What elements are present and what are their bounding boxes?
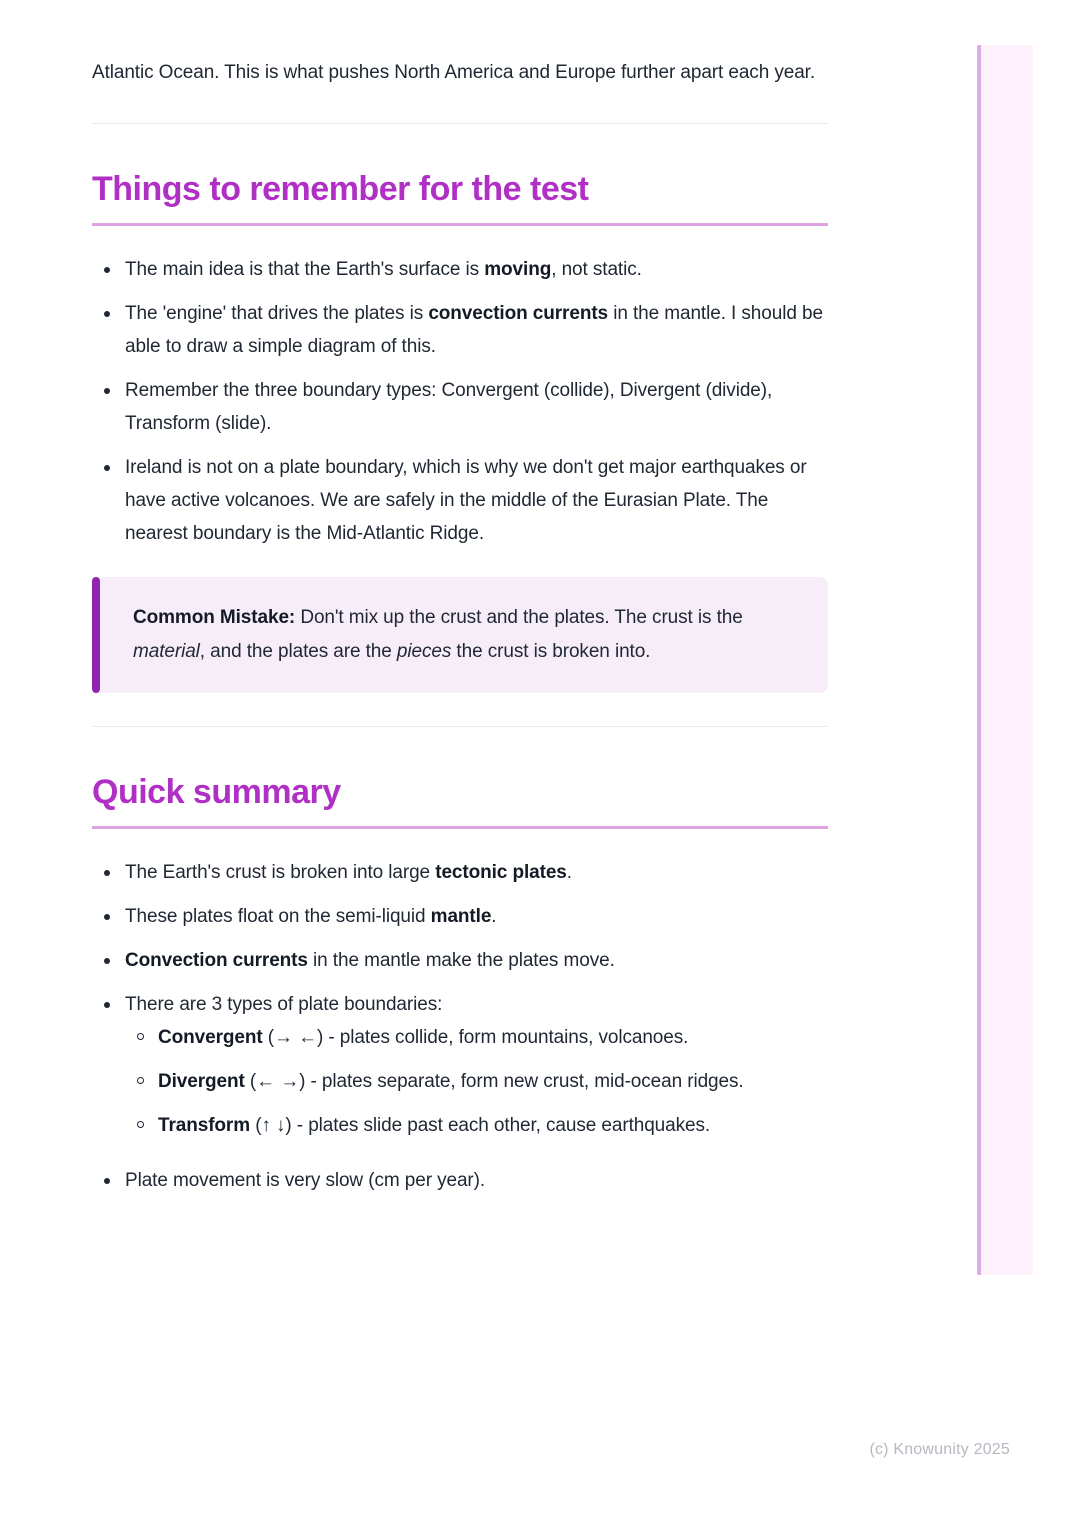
footer-copyright: (c) Knowunity 2025 bbox=[869, 1441, 1010, 1458]
list-item bbox=[92, 988, 828, 1153]
list-item-text: The Earth's crust is broken into large tectonic plates. bbox=[125, 862, 572, 883]
section-divider bbox=[92, 123, 828, 124]
bullet-dot-icon bbox=[104, 914, 110, 920]
callout-text: Common Mistake: Don't mix up the crust and the plates. The crust is the material, and the plates are the pieces the crust is broken into. bbox=[133, 607, 743, 662]
bullet-dot-icon bbox=[104, 388, 110, 394]
bullet-dot-icon bbox=[104, 465, 110, 471]
list-item-text: There are 3 types of plate boundaries: bbox=[125, 994, 443, 1015]
list-item-text: The 'engine' that drives the plates is convection currents in the mantle. I should be able to draw a simple diagram of this. bbox=[125, 303, 823, 357]
callout-accent-bar bbox=[92, 577, 100, 693]
summary-list bbox=[92, 856, 828, 1197]
remember-list bbox=[92, 253, 828, 550]
bullet-dot-icon bbox=[104, 958, 110, 964]
sub-list-item-text: Transform (↑ ↓) - plates slide past each other, cause earthquakes. bbox=[158, 1115, 711, 1136]
list-item bbox=[92, 944, 828, 977]
list-item bbox=[92, 374, 828, 440]
bullet-dot-icon bbox=[104, 267, 110, 273]
circle-bullet-icon bbox=[137, 1121, 144, 1128]
section-divider bbox=[92, 726, 828, 727]
bullet-dot-icon bbox=[104, 1178, 110, 1184]
sub-list-item-text: Divergent (← →) - plates separate, form new crust, mid-ocean ridges. bbox=[158, 1071, 744, 1092]
sub-list-item bbox=[125, 1109, 828, 1142]
list-item bbox=[92, 253, 828, 286]
list-item bbox=[92, 451, 828, 550]
circle-bullet-icon bbox=[137, 1033, 144, 1040]
next-page-edge-strip bbox=[977, 45, 1033, 1275]
bullet-dot-icon bbox=[104, 311, 110, 317]
section-heading-quick-summary: Quick summary bbox=[92, 774, 828, 829]
common-mistake-callout bbox=[92, 577, 828, 693]
list-item-text: Convection currents in the mantle make the plates move. bbox=[125, 950, 615, 971]
list-item-text: Remember the three boundary types: Convergent (collide), Divergent (divide), Transform (slide). bbox=[125, 380, 773, 434]
boundary-types-sublist bbox=[125, 1021, 828, 1142]
section-heading-things-to-remember: Things to remember for the test bbox=[92, 171, 828, 226]
list-item-text: Plate movement is very slow (cm per year). bbox=[125, 1170, 486, 1191]
intro-paragraph: Atlantic Ocean. This is what pushes North America and Europe further apart each year. bbox=[92, 62, 816, 83]
list-item-text: Ireland is not on a plate boundary, which is why we don't get major earthquakes or have active volcanoes. We are safely in the middle of the Eurasian Plate. The nearest boundary is the Mid-Atlantic Ridge. bbox=[125, 457, 807, 544]
list-item-text: The main idea is that the Earth's surface is moving, not static. bbox=[125, 259, 642, 280]
main-content bbox=[92, 0, 828, 1208]
list-item bbox=[92, 297, 828, 363]
bullet-dot-icon bbox=[104, 870, 110, 876]
sub-list-item-text: Convergent (→ ←) - plates collide, form mountains, volcanoes. bbox=[158, 1027, 689, 1048]
bullet-dot-icon bbox=[104, 1002, 110, 1008]
sub-list-item bbox=[125, 1065, 828, 1098]
circle-bullet-icon bbox=[137, 1077, 144, 1084]
list-item bbox=[92, 1164, 828, 1197]
list-item-text: These plates float on the semi-liquid mantle. bbox=[125, 906, 497, 927]
sub-list-item bbox=[125, 1021, 828, 1054]
list-item bbox=[92, 900, 828, 933]
list-item bbox=[92, 856, 828, 889]
